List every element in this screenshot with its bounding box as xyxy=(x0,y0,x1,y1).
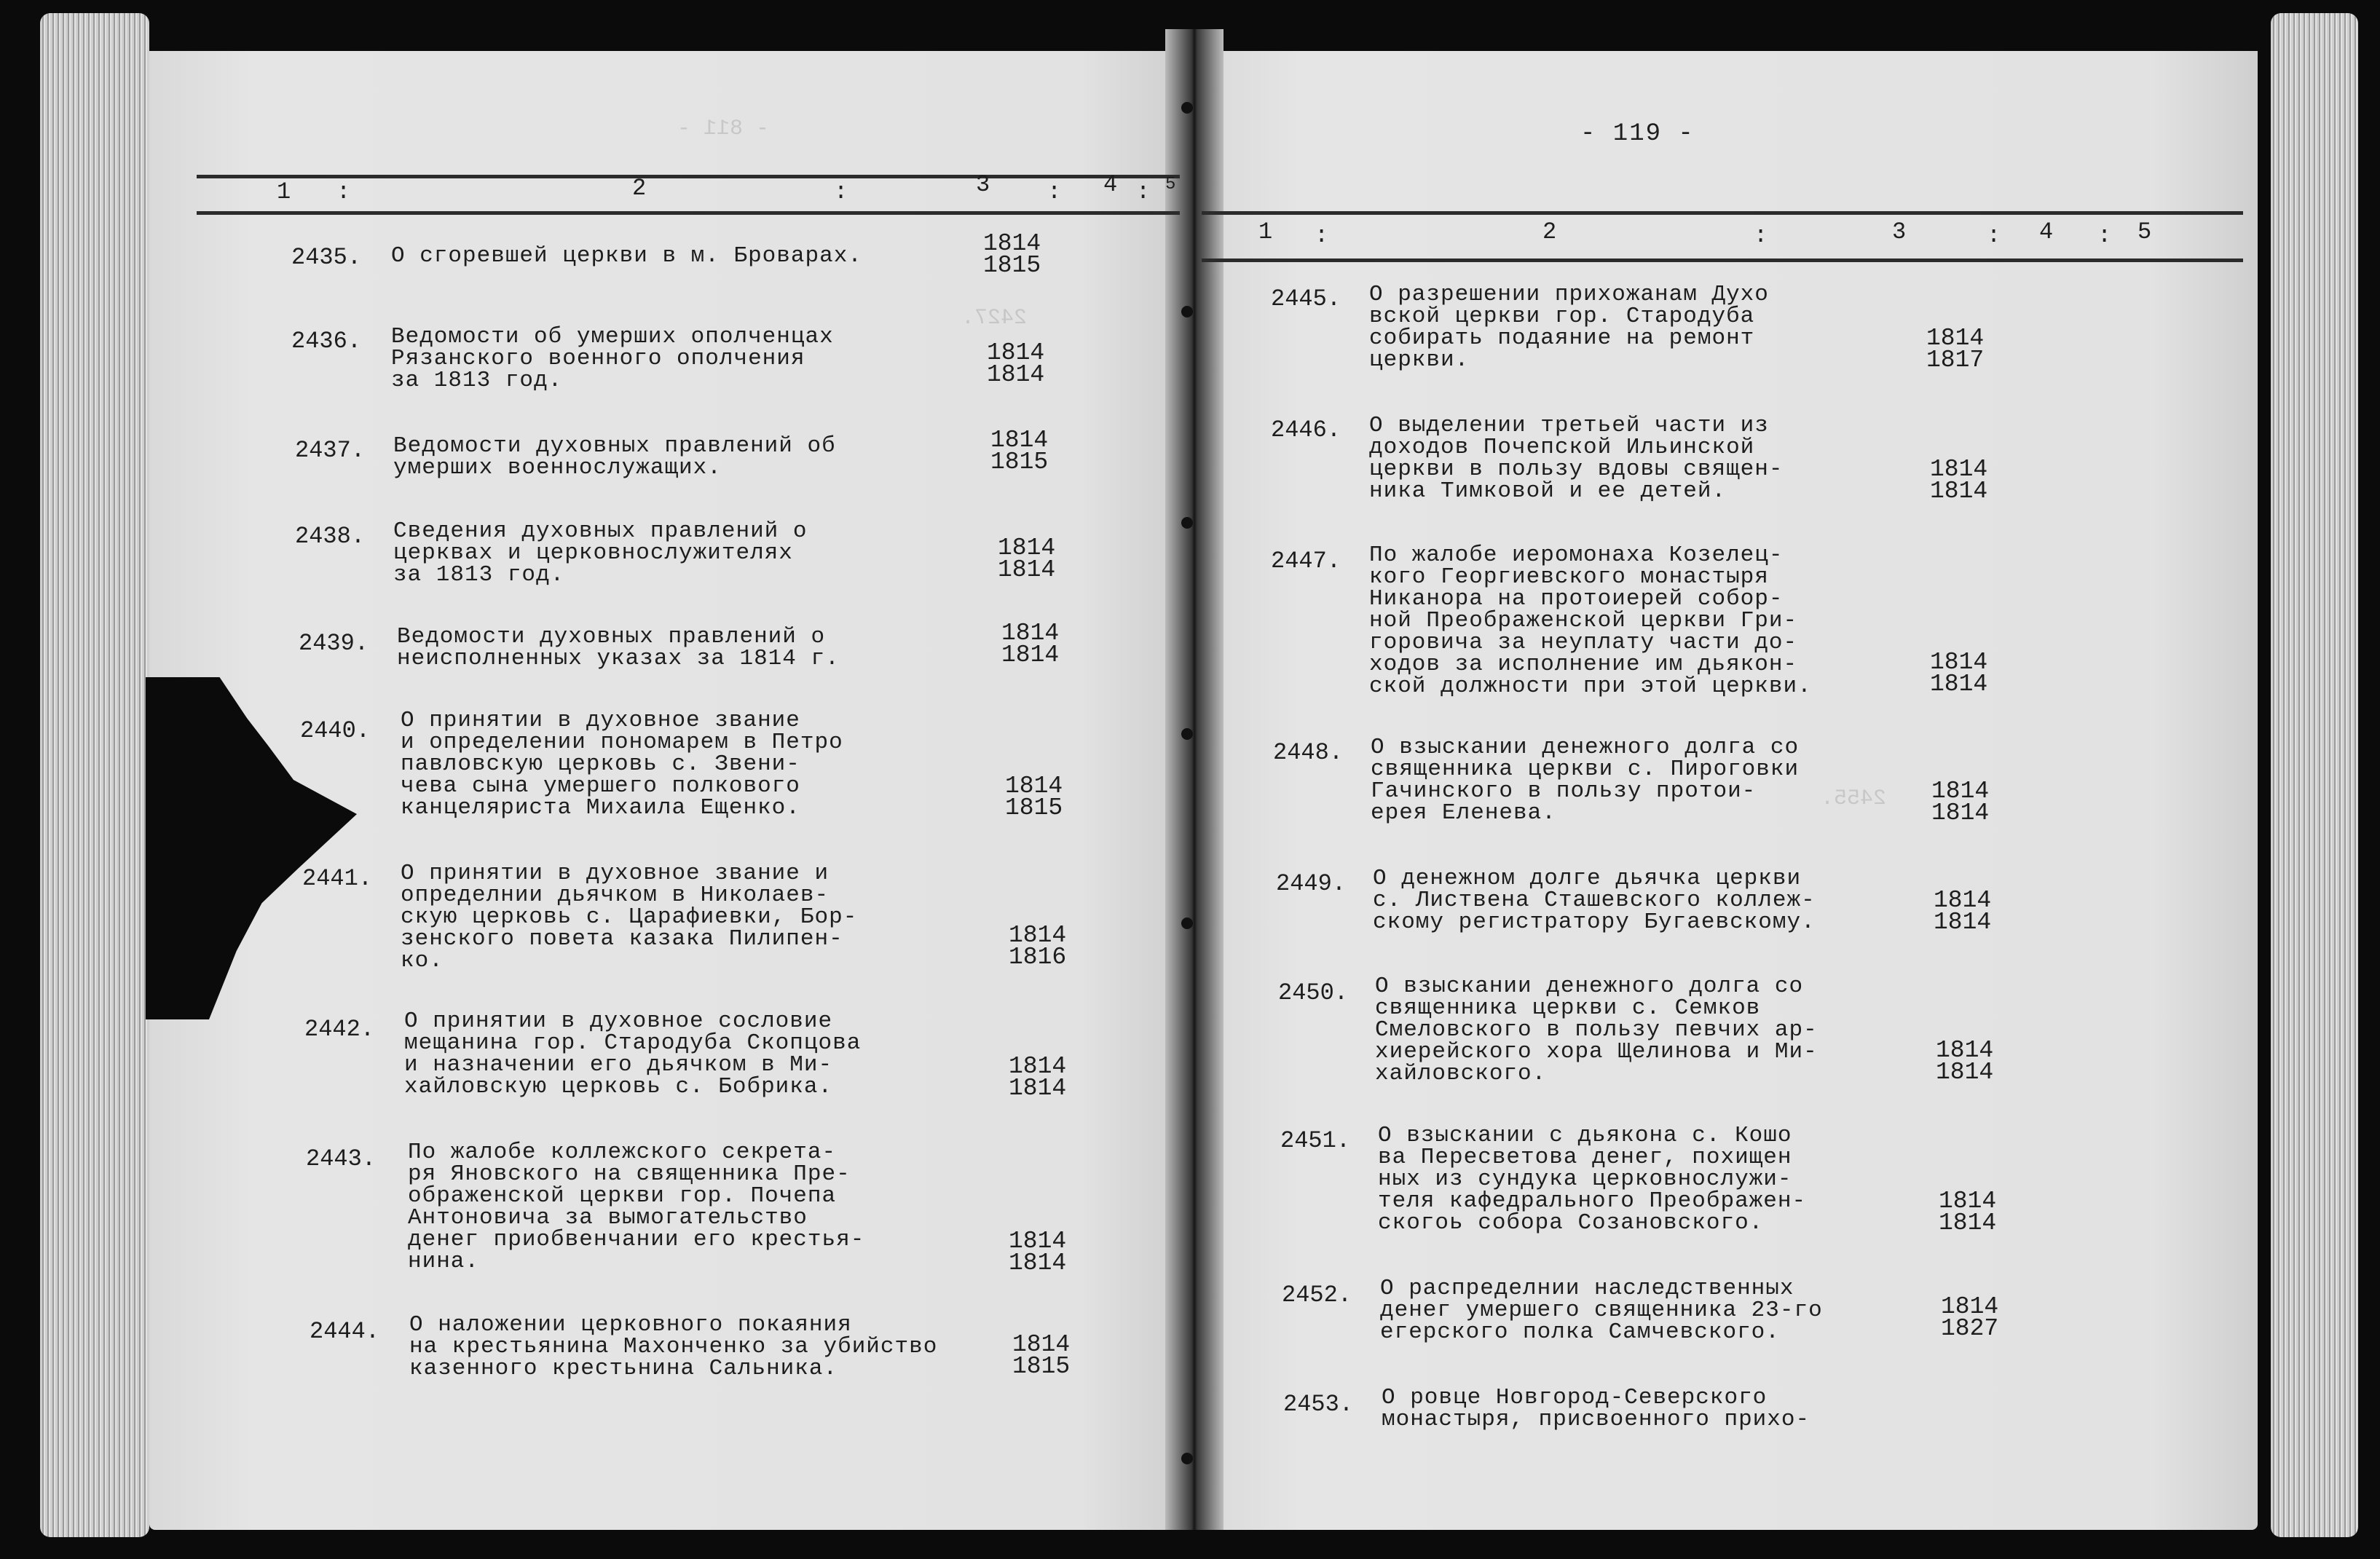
column-separator: : xyxy=(1315,222,1329,249)
column-separator: : xyxy=(834,178,848,205)
column-header-3: 3 xyxy=(1892,218,1907,245)
bleed-through-text: - 811 - xyxy=(677,117,770,141)
entry-years: 1814 1814 xyxy=(1939,1188,1997,1236)
entry-text: О распределнии наследственных денег умершего священника 23-го егерского полка Самчевского. xyxy=(1380,1276,1823,1345)
column-header-1: 1 xyxy=(277,178,291,205)
entry-number: 2449. xyxy=(1276,870,1347,897)
entry-number: 2436. xyxy=(291,328,362,355)
bleed-through-text: 2455. xyxy=(1821,786,1887,811)
column-header-1: 1 xyxy=(1258,218,1273,245)
binding-dot xyxy=(1181,102,1193,114)
entry-number: 2446. xyxy=(1271,417,1341,443)
entry-number: 2442. xyxy=(304,1016,375,1043)
binding-dot xyxy=(1181,917,1193,929)
book-gutter xyxy=(1165,29,1224,1530)
column-separator: : xyxy=(2097,222,2112,249)
entry-text: О выделении третьей части из доходов Почепской Ильинской церкви в пользу вдовы священ- ника Тимковой и ее детей. xyxy=(1369,413,1784,504)
entry-number: 2443. xyxy=(306,1145,377,1172)
entry-text: О взыскании денежного долга со священника церкви с. Пироговки Гачинского в пользу протои- ерея Еленева. xyxy=(1371,735,1800,826)
column-separator: : xyxy=(1047,178,1062,205)
entry-number: 2447. xyxy=(1271,548,1341,575)
entry-years: 1814 1815 xyxy=(983,230,1041,279)
column-header-2: 2 xyxy=(1542,218,1557,245)
column-header-5: 5 xyxy=(1165,175,1176,194)
binding-dot xyxy=(1181,728,1193,740)
column-separator: : xyxy=(1136,178,1151,205)
entry-number: 2453. xyxy=(1283,1391,1354,1418)
entry-text: Ведомости духовных правлений о неисполненных указах за 1814 г. xyxy=(397,624,840,671)
entry-years: 1814 1814 xyxy=(987,339,1045,388)
entry-text: Ведомости духовных правлений об умерших военнослужащих. xyxy=(393,433,836,481)
entry-text: Сведения духовных правлений о церквах и церковнослужителях за 1813 год. xyxy=(393,518,808,588)
entry-number: 2451. xyxy=(1280,1127,1351,1154)
binding-dot xyxy=(1181,1453,1193,1464)
entry-number: 2452. xyxy=(1282,1282,1352,1309)
page-number: - 119 - xyxy=(1580,120,1695,148)
entry-text: О принятии в духовное звание и определнии дьячком в Николаев- скую церковь с. Царафиевки, Бор- зенского повета казака Пилипен- ко. xyxy=(401,861,858,974)
entry-years: 1814 1827 xyxy=(1941,1293,1999,1342)
entry-number: 2441. xyxy=(302,865,373,892)
left-page-edges xyxy=(40,13,149,1537)
header-rule xyxy=(197,211,1180,215)
entry-number: 2444. xyxy=(310,1318,380,1345)
entry-years: 1814 1815 xyxy=(1012,1331,1071,1380)
entry-number: 2448. xyxy=(1273,739,1344,766)
entry-years: 1814 1814 xyxy=(1930,649,1988,698)
entry-text: О взыскании денежного долга со священника церкви с. Семков Смеловского в пользу певчих ар- хиерейского хора Щелинова и Ми- хайловского. xyxy=(1375,974,1818,1086)
column-header-5: 5 xyxy=(2137,218,2152,245)
entry-text: О взыскании с дьякона с. Кошо ва Пересветова денег, похищен ных из сундука церковнослужи- теля кафедрального Преображен- скогоь собора Созановского. xyxy=(1378,1123,1807,1236)
entry-text: О разрешении прихожанам Духо вской церкви гор. Стародуба собирать подаяние на ремонт церкви. xyxy=(1369,282,1769,373)
entry-years: 1814 1814 xyxy=(1934,887,1992,936)
column-separator: : xyxy=(336,178,351,205)
header-rule xyxy=(1202,211,2243,215)
entry-years: 1814 1815 xyxy=(990,427,1049,475)
column-header-2: 2 xyxy=(632,175,647,202)
entry-text: О наложении церковного покаяния на крестьянина Махонченко за убийство казенного крестьнина Сальника. xyxy=(409,1312,938,1381)
right-page-edges xyxy=(2271,13,2358,1537)
entry-number: 2450. xyxy=(1278,979,1349,1006)
entry-text: О денежном долге дьячка церкви с. Листвена Сташевского коллеж- скому регистратору Бугаевскому. xyxy=(1373,866,1816,935)
entry-years: 1814 1814 xyxy=(1001,620,1060,668)
entry-years: 1814 1816 xyxy=(1009,922,1067,971)
entry-years: 1814 1814 xyxy=(1936,1037,1994,1086)
entry-years: 1814 1814 xyxy=(1009,1053,1067,1102)
header-rule xyxy=(1202,258,2243,262)
column-header-3: 3 xyxy=(976,171,990,198)
entry-text: О принятии в духовное сословие мещанина гор. Стародуба Скопцова и назначении его дьячком в Ми- хайловскую церковь с. Бобрика. xyxy=(404,1009,862,1100)
entry-text: Ведомости об умерших ополченцах Рязанского военного ополчения за 1813 год. xyxy=(391,324,834,393)
entry-years: 1814 1814 xyxy=(998,534,1056,583)
entry-years: 1814 1814 xyxy=(1931,778,1990,826)
entry-years: 1814 1814 xyxy=(1930,456,1988,505)
column-header-4: 4 xyxy=(1103,171,1118,198)
column-header-4: 4 xyxy=(2039,218,2054,245)
entry-text: О ровце Новгород-Северского монастыря, присвоенного прихо- xyxy=(1382,1385,1810,1432)
entry-number: 2445. xyxy=(1271,285,1341,312)
bleed-through-text: 2427. xyxy=(961,306,1028,331)
entry-text: О сгоревшей церкви в м. Броварах. xyxy=(391,243,862,269)
entry-number: 2435. xyxy=(291,244,362,271)
entry-text: По жалобе иеромонаха Козелец- кого Георгиевского монастыря Никанора на протоиерей собор- ной Преображенской церкви Гри- горовича за неуплату части до- ходов за исполнение им дьякон- ской должности при этой церкви. xyxy=(1369,542,1812,699)
column-separator: : xyxy=(1754,222,1768,249)
column-separator: : xyxy=(1987,222,2001,249)
entry-number: 2437. xyxy=(295,437,366,464)
entry-text: О принятии в духовное звание и определении пономарем в Петро павловскую церковь с. Звени- чева сына умершего полкового канцеляриста Михаила Ещенко. xyxy=(401,708,843,821)
binding-dot xyxy=(1181,306,1193,317)
entry-number: 2438. xyxy=(295,523,366,550)
entry-number: 2440. xyxy=(300,717,371,744)
entry-years: 1814 1817 xyxy=(1926,325,1985,374)
entry-number: 2439. xyxy=(299,630,369,657)
entry-years: 1814 1814 xyxy=(1009,1228,1067,1276)
entry-text: По жалобе коллежского секрета- ря Яновского на священника Пре- ображенской церкви гор. Почепа Антоновича за вымогательство денег приобвенчании его крестья- нина. xyxy=(408,1140,865,1274)
binding-dot xyxy=(1181,517,1193,529)
entry-years: 1814 1815 xyxy=(1005,773,1063,821)
